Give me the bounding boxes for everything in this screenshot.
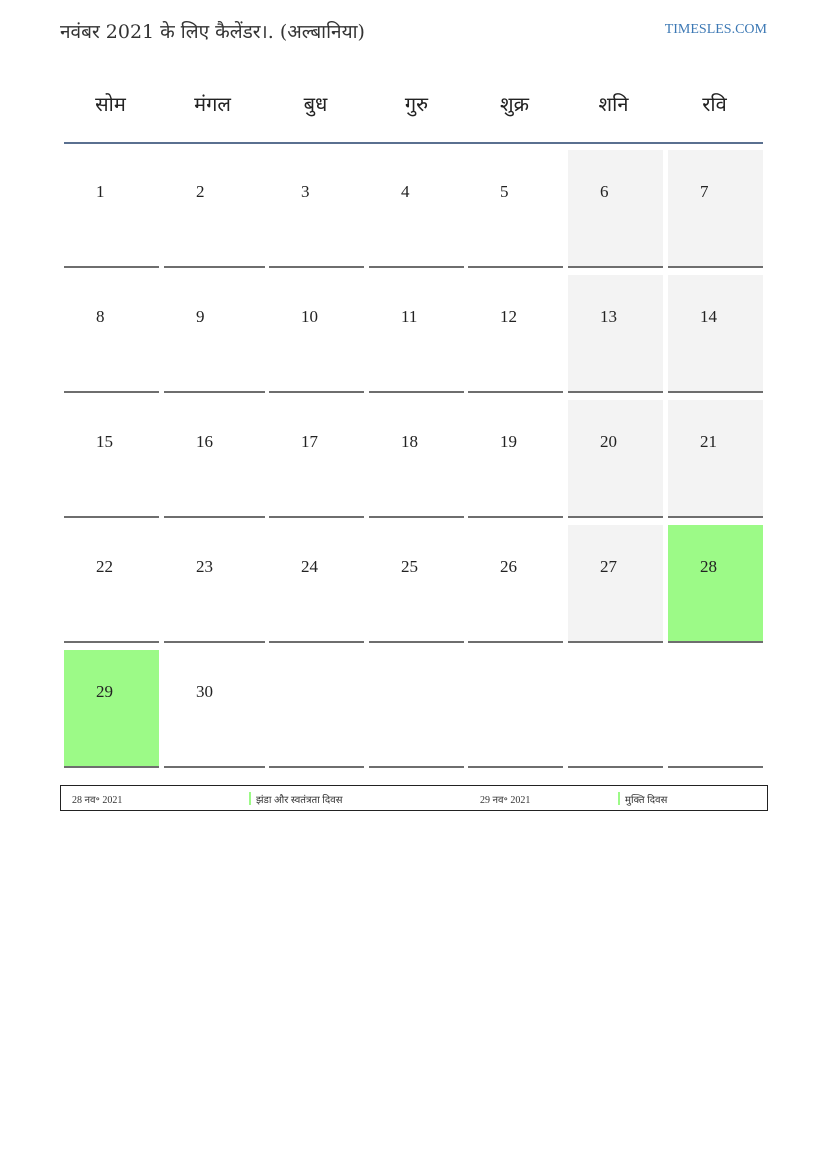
day-cell-22 — [64, 525, 159, 643]
date-number: 29 — [96, 682, 113, 701]
weekday-header-sun: रवि — [702, 92, 727, 116]
day-cell-29 — [64, 650, 159, 768]
date-number: 23 — [196, 557, 213, 576]
weekday-header-tue: मंगल — [194, 92, 231, 116]
date-number: 15 — [96, 432, 113, 451]
date-number: 9 — [196, 307, 205, 326]
legend-date-2: 29 नव॰ 2021 — [480, 795, 531, 806]
day-cell-11 — [369, 275, 464, 393]
day-cell-10 — [269, 275, 364, 393]
day-cell-30 — [164, 650, 265, 768]
date-number: 14 — [700, 307, 717, 326]
legend-marker-1 — [249, 792, 251, 805]
date-number: 21 — [700, 432, 717, 451]
date-number: 6 — [600, 182, 609, 201]
date-number: 3 — [301, 182, 310, 201]
date-number: 11 — [401, 307, 418, 326]
empty-day-cell — [568, 650, 663, 768]
date-number: 7 — [700, 182, 709, 201]
weekday-header-mon: सोम — [95, 92, 126, 116]
date-number: 10 — [301, 307, 318, 326]
date-number: 13 — [600, 307, 617, 326]
legend-name-1: झंडा और स्वतंत्रता दिवस — [256, 795, 343, 806]
date-number: 19 — [500, 432, 517, 451]
date-number: 22 — [96, 557, 113, 576]
legend-marker-2 — [618, 792, 620, 805]
day-cell-23 — [164, 525, 265, 643]
weekday-header-thu: गुरु — [404, 92, 429, 116]
empty-day-cell — [468, 650, 563, 768]
date-number: 2 — [196, 182, 205, 201]
day-cell-16 — [164, 400, 265, 518]
site-link[interactable]: TIMESLES.COM — [664, 22, 767, 37]
day-cell-4 — [369, 150, 464, 268]
page-title: नवंबर 2021 के लिए कैलेंडर।. (अल्बानिया) — [60, 21, 365, 43]
legend-name-2: मुक्ति दिवस — [625, 795, 668, 806]
date-number: 12 — [500, 307, 517, 326]
day-cell-9 — [164, 275, 265, 393]
empty-day-cell — [369, 650, 464, 768]
day-cell-25 — [369, 525, 464, 643]
date-number: 28 — [700, 557, 717, 576]
weekday-header-sat: शनि — [598, 92, 629, 116]
weekday-header-fri: शुक्र — [500, 92, 529, 116]
empty-day-cell — [269, 650, 364, 768]
weekday-header-wed: बुध — [303, 92, 328, 116]
holiday-legend — [60, 785, 768, 811]
day-cell-3 — [269, 150, 364, 268]
date-number: 25 — [401, 557, 418, 576]
day-cell-18 — [369, 400, 464, 518]
date-number: 5 — [500, 182, 509, 201]
day-cell-13 — [568, 275, 663, 393]
day-cell-8 — [64, 275, 159, 393]
day-cell-20 — [568, 400, 663, 518]
date-number: 1 — [96, 182, 105, 201]
header-divider — [64, 142, 763, 144]
date-number: 16 — [196, 432, 213, 451]
empty-day-cell — [668, 650, 763, 768]
date-number: 18 — [401, 432, 418, 451]
day-cell-5 — [468, 150, 563, 268]
date-number: 24 — [301, 557, 318, 576]
day-cell-24 — [269, 525, 364, 643]
date-number: 20 — [600, 432, 617, 451]
day-cell-19 — [468, 400, 563, 518]
day-cell-2 — [164, 150, 265, 268]
date-number: 8 — [96, 307, 105, 326]
day-cell-12 — [468, 275, 563, 393]
day-cell-28 — [668, 525, 763, 643]
day-cell-14 — [668, 275, 763, 393]
day-cell-17 — [269, 400, 364, 518]
day-cell-6 — [568, 150, 663, 268]
day-cell-1 — [64, 150, 159, 268]
date-number: 30 — [196, 682, 213, 701]
date-number: 26 — [500, 557, 517, 576]
date-number: 27 — [600, 557, 617, 576]
day-cell-15 — [64, 400, 159, 518]
day-cell-21 — [668, 400, 763, 518]
day-cell-27 — [568, 525, 663, 643]
legend-date-1: 28 नव॰ 2021 — [72, 795, 123, 806]
date-number: 17 — [301, 432, 318, 451]
day-cell-7 — [668, 150, 763, 268]
date-number: 4 — [401, 182, 410, 201]
day-cell-26 — [468, 525, 563, 643]
